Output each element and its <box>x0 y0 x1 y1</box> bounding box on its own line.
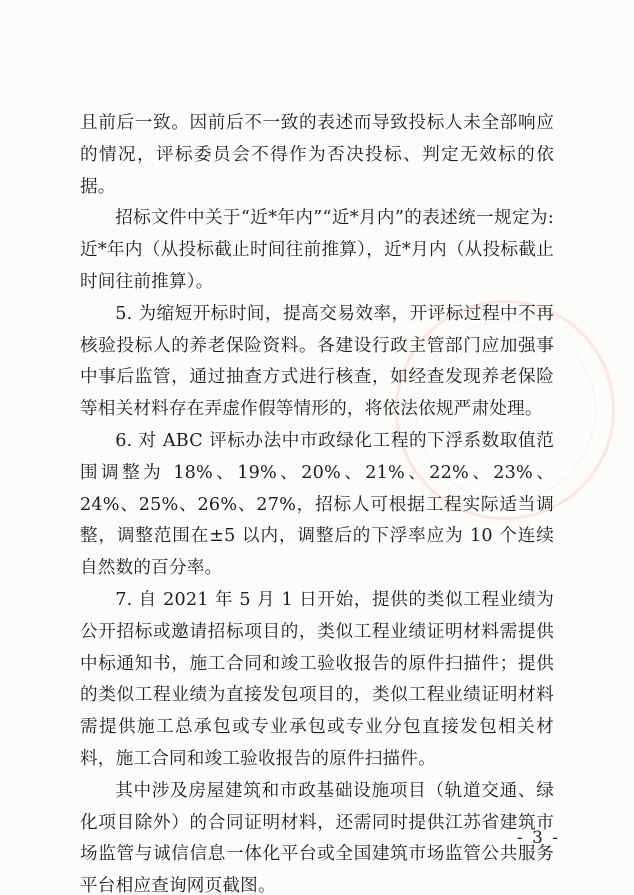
paragraph-item-5: 5. 为缩短开标时间，提高交易效率，开评标过程中不再核验投标人的养老保险资料。各建设行政主管部门应加强事中事后监管，通过抽查方式进行核查，如经查发现养老保险等相关材料存在弄虚作假等情形的，将依法依规严肃处理。 <box>80 303 554 420</box>
body-text <box>80 108 554 895</box>
paragraph-time-definition: 招标文件中关于“近*年内”“近*月内”的表述统一规定为:近*年内（从投标截止时间往前推算），近*月内（从投标截止时间往前推算）。 <box>80 208 554 292</box>
paragraph-item-7: 7. 自 2021 年 5 月 1 日开始，提供的类似工程业绩为公开招标或邀请招标项目的，类似工程业绩证明材料需提供中标通知书，施工合同和竣工验收报告的原件扫描件；提供的类似工程业绩为直接发包项目的，类似工程业绩证明材料需提供施工总承包或专业承包或专业分包直接发包相关材料，施工合同和竣工验收报告的原件扫描件。 <box>80 589 554 769</box>
page-number: - 3 - <box>516 828 560 848</box>
paragraph-item-6: 6. 对 ABC 评标办法中市政绿化工程的下浮系数取值范围调整为 18%、19%、20%、21%、22%、23%、24%、25%、26%、27%，招标人可根据工程实际适当调整，调整范围在±5 以内，调整后的下浮率应为 10 个连续自然数的百分率。 <box>80 430 554 579</box>
paragraph-contract-proof: 其中涉及房屋建筑和市政基础设施项目（轨道交通、绿化项目除外）的合同证明材料，还需同时提供江苏省建筑市场监管与诚信信息一体化平台或全国建筑市场监管公共服务平台相应查询网页截图。 <box>80 780 554 895</box>
paragraph-continuation: 且前后一致。因前后不一致的表述而导致投标人未全部响应的情况，评标委员会不得作为否决投标、判定无效标的依据。 <box>80 113 554 197</box>
